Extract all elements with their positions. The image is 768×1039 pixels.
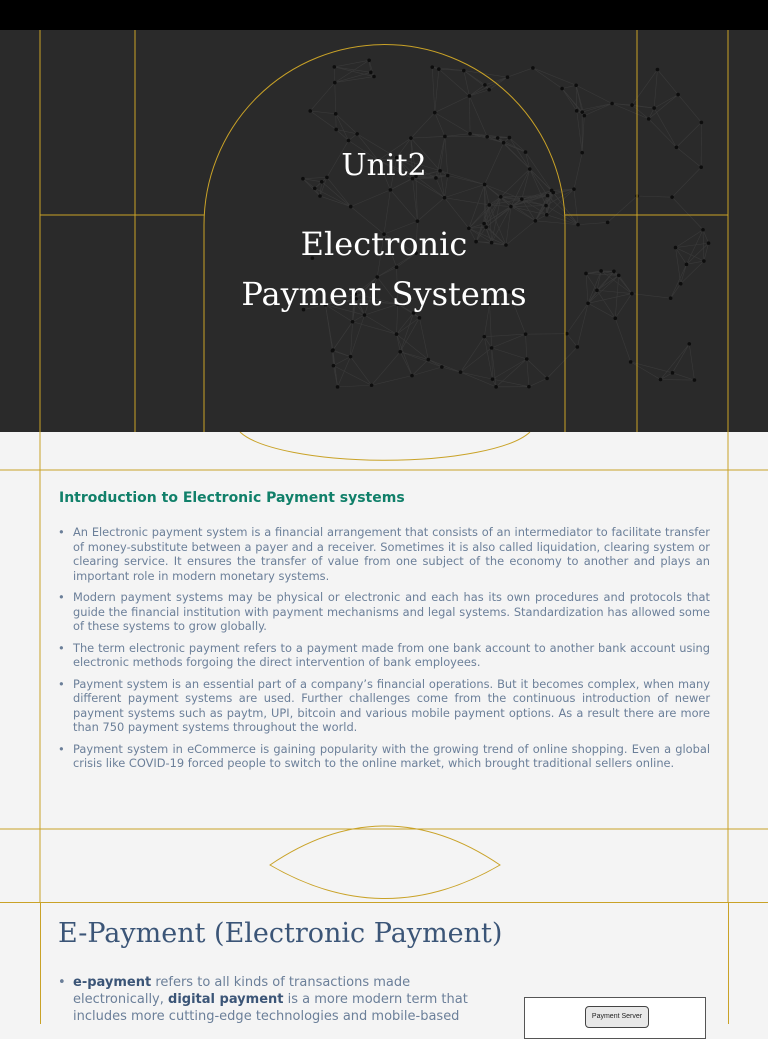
bullet-text: The term electronic payment refers to a payment made from one bank account to another bank account using electronic methods forgoing the direct intervention of bank employees.: [73, 641, 710, 670]
bullet-text: Payment system is an essential part of a company’s financial operations. But it becomes complex, when many different payment systems are used. Further challenges come from the continuous introduction of newer payment systems such as paytm, UPI, bitcoin and various mobile payment options. As a result there are more than 750 payment systems throughout the world.: [73, 677, 710, 735]
bullet-list: [58, 974, 478, 1025]
slide-heading: E-Payment (Electronic Payment): [58, 918, 502, 949]
list-item: [58, 590, 710, 634]
slide3-left-rule: [40, 902, 41, 1024]
list-item: [58, 525, 710, 583]
bullet-icon: •: [58, 590, 65, 605]
unit-label: Unit2: [0, 148, 768, 183]
slide-heading: Introduction to Electronic Payment systems: [59, 490, 405, 506]
bullet-icon: •: [58, 525, 65, 540]
bullet-text: An Electronic payment system is a financial arrangement that consists of an intermediator to facilitate transfer of money-substitute between a payer and a receiver. Sometimes it is also called liquidation, clearing system or clearing service. It ensures the transfer of value from one subject of the economy to another and plays an important role in modern monetary systems.: [73, 525, 710, 583]
bullet-icon: •: [58, 974, 66, 991]
bullet-list: [58, 525, 710, 778]
list-item: [58, 974, 478, 1025]
slide3-right-rule: [728, 902, 729, 1024]
list-item: [58, 742, 710, 771]
bullet-text: refers to all kinds of transactions made electronically,: [73, 975, 410, 1007]
bullet-text: Payment system in eCommerce is gaining popularity with the growing trend of online shopping. Even a global crisis like COVID-19 forced people to switch to the online market, which brought traditional sellers online.: [73, 742, 710, 771]
payment-server-box: Payment Server: [585, 1006, 649, 1028]
list-item: [58, 677, 710, 735]
slide3-top-rule: [0, 902, 768, 903]
bullet-text: Modern payment systems may be physical or electronic and each has its own procedures and protocols that guide the financial institution with payment mechanisms and legal systems. Standardization has allowed some of these systems to grow globally.: [73, 590, 710, 633]
bullet-icon: •: [58, 677, 65, 692]
introduction-slide: [0, 432, 768, 902]
slide-title-line-2: Payment Systems: [0, 275, 768, 313]
term-e-payment: e-payment: [73, 975, 151, 990]
top-black-band: [0, 0, 768, 30]
list-item: [58, 641, 710, 670]
bullet-text: is a more modern term that includes more cutting-edge technologies and mobile-based: [73, 992, 468, 1024]
term-digital-payment: digital payment: [168, 992, 283, 1007]
title-slide: [0, 30, 768, 432]
slide-title-line-1: Electronic: [0, 225, 768, 263]
payment-diagram: [524, 997, 706, 1039]
bullet-icon: •: [58, 742, 65, 757]
bullet-icon: •: [58, 641, 65, 656]
